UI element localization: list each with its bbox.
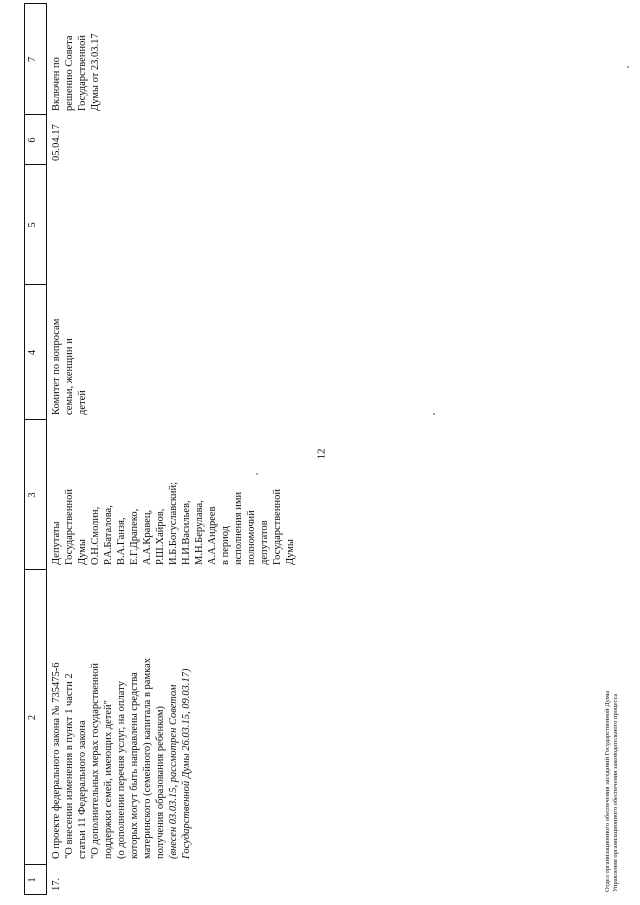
initiator-line: Думы [285,539,296,565]
footer-line: Управления организационного обеспечения законодательного процесса [612,693,619,892]
initiator-line: А.А.Кравец, [142,509,153,565]
header-col-7: 7 [27,56,38,63]
note-line: Включен по [51,57,62,111]
description-line: статьи 11 Федерального закона [77,720,88,859]
initiator-line: Р.Ш.Хайров, [155,508,166,565]
scan-speck [256,473,258,475]
initiator-line: В.А.Ганзя, [116,517,127,565]
bill-initiators [50,482,297,565]
header-col-2: 2 [27,714,38,721]
initiator-line: Депутаты [51,521,62,565]
initiator-line: А.А.Андреев [207,506,218,565]
description-line: О проекте федерального закона № 735475-6 [51,662,62,859]
bill-table [24,3,334,895]
initiator-line: Р.А.Баталова, [103,505,114,565]
description-line: (о дополнении перечня услуг, на оплату [116,681,127,859]
initiator-line: полномочий [246,510,257,565]
initiator-line: И.Б.Богуславский; [168,481,179,565]
header-col-6: 6 [27,137,38,143]
note-line: Думы от 23.03.17 [90,33,101,111]
initiator-line: М.Н.Берулава, [194,500,205,565]
initiator-line: исполнения ими [233,491,244,565]
note-line: решению Совета [64,35,75,111]
committee-line: семьи, женщин и [64,338,75,415]
header-col-3: 3 [27,492,38,498]
description-line: "О внесении изменения в пункт 1 части 2 [64,673,75,859]
description-line: которых могут быть направлены средства [129,672,140,859]
note-line: Государственной [77,35,88,111]
footer-department [604,562,620,892]
initiator-line: в период [220,525,231,565]
scan-speck [627,66,629,68]
header-col-5: 5 [27,222,38,228]
rotated-table-page [24,3,334,895]
initiator-line: Н.И.Васильев, [181,500,192,565]
initiator-line: депутатов [259,520,270,565]
description-line: "О дополнительных мерах государственной [90,662,101,859]
header-col-4: 4 [27,349,38,356]
initiator-line: Государственной [64,489,75,565]
bill-description [50,658,193,859]
responsible-committee [50,319,89,415]
page-number: 12 [315,448,328,460]
description-line: получения образования ребенком) [155,705,166,859]
scan-speck [433,413,435,415]
description-line: материнского (семейного) капитала в рамках [142,658,153,859]
header-col-1: 1 [27,877,38,883]
description-status-line: Государственной Думы 26.03.15, 09.03.17) [181,668,192,859]
description-status-line: (внесен 03.03.15, рассмотрен Советом [168,684,179,859]
row-number: 17. [51,877,62,891]
initiator-line: О.Н.Смолин, [90,506,101,565]
consideration-date: 05.04.17 [51,124,62,161]
header-bottom-rule [46,3,47,895]
inclusion-note [50,33,102,111]
initiator-line: Государственной [272,489,283,565]
committee-line: Комитет по вопросам [51,318,62,415]
initiator-line: Е.Г.Драпеко, [129,508,140,565]
initiator-line: Думы [77,539,88,565]
footer-line: Отдел организационного обеспечения заседаний Государственной Думы [604,690,611,892]
table-top-rule [24,3,25,895]
description-line: поддержки семей, имеющих детей" [103,700,114,859]
committee-line: детей [77,390,88,415]
